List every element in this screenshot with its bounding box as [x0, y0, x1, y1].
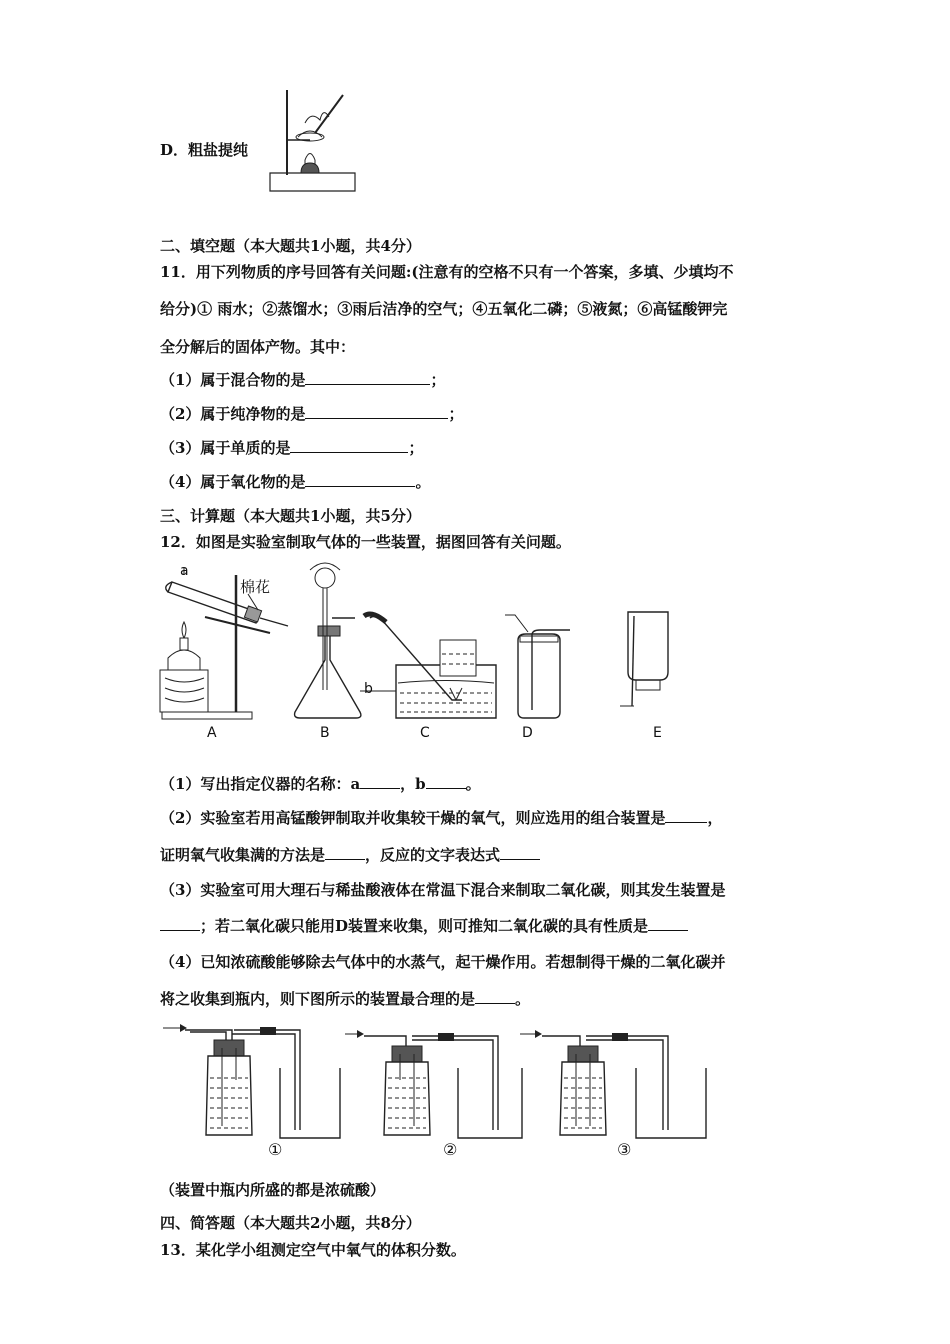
answer-blank[interactable] [305, 404, 448, 419]
apparatus-e [620, 612, 668, 706]
section3-heading: 三、计算题（本大题共1小题，共5分） [160, 507, 421, 525]
answer-blank[interactable] [665, 808, 707, 823]
apparatus-c [360, 614, 496, 718]
answer-blank[interactable] [305, 370, 430, 385]
q11-line-2: 给分)① 雨水；②蒸馏水；③雨后洁净的空气；④五氧化二磷；⑤液氮；⑥高锰酸钾完 [160, 300, 728, 318]
q12-line-4: （3）实验室可用大理石与稀盐酸液体在常温下混合来制取二氧化碳，则其发生装置是 [160, 881, 726, 899]
figure-label-cotton: 棉花 [240, 578, 271, 596]
q12-line-5: ；若二氧化碳只能用D装置来收集，则可推知二氧化碳的具有性质是 [160, 916, 688, 936]
answer-blank[interactable] [305, 472, 415, 487]
drying-setup-figure [160, 1020, 720, 1145]
q11-line-3: 全分解后的固体产物。其中： [160, 338, 356, 356]
drying-setup-1 [163, 1024, 340, 1138]
answer-blank[interactable] [426, 774, 466, 789]
figure-label-b: B [320, 725, 330, 741]
figure-label-c: C [420, 725, 430, 741]
figure-label-e: E [653, 725, 662, 741]
figure-label-d: D [522, 725, 533, 741]
drying-setup-2 [345, 1030, 522, 1138]
q11-part-4: （4）属于氧化物的是 。 [160, 473, 431, 491]
apparatus-b [295, 563, 361, 718]
section2-heading: 二、填空题（本大题共1小题，共4分） [160, 237, 421, 255]
answer-blank[interactable] [290, 438, 408, 453]
answer-blank[interactable] [648, 916, 688, 931]
figure-label-a: A [207, 725, 217, 741]
option-d-label: D．粗盐提纯 [160, 141, 249, 159]
section4-heading: 四、简答题（本大题共2小题，共8分） [160, 1214, 421, 1232]
q12-line-2: （2）实验室若用高锰酸钾制取并收集较干燥的氧气，则应选用的组合装置是 ， [160, 809, 723, 827]
q12-line-3: 证明氧气收集满的方法是 ，反应的文字表达式 [160, 845, 540, 865]
q11-line-1: 11．用下列物质的序号回答有关问题:(注意有的空格不只有一个答案，多填、少填均不 [160, 263, 734, 281]
apparatus-note: （装置中瓶内所盛的都是浓硫酸） [160, 1181, 386, 1199]
setup-label-2: ② [443, 1140, 458, 1159]
drying-setup-3 [520, 1030, 706, 1138]
setup-label-1: ① [268, 1140, 283, 1159]
answer-blank[interactable] [325, 845, 365, 860]
answer-blank[interactable] [475, 989, 515, 1004]
figure-label-a-annotation: a [180, 563, 189, 579]
setup-label-3: ③ [617, 1140, 632, 1159]
q11-part-1: （1）属于混合物的是 ； [160, 371, 446, 389]
apparatus-d [505, 615, 570, 718]
q12-line-1: （1）写出指定仪器的名称：a ，b 。 [160, 775, 481, 793]
q12-intro: 12．如图是实验室制取气体的一些装置，据图回答有关问题。 [160, 533, 571, 551]
evaporation-apparatus-figure [265, 85, 360, 195]
q11-part-2: （2）属于纯净物的是 ； [160, 405, 464, 423]
q11-part-3: （3）属于单质的是 ； [160, 439, 424, 457]
q12-line-6: （4）已知浓硫酸能够除去气体中的水蒸气，起干燥作用。若想制得干燥的二氧化碳并 [160, 953, 726, 971]
answer-blank[interactable] [500, 845, 540, 860]
answer-blank[interactable] [360, 774, 400, 789]
q12-line-7: 将之收集到瓶内，则下图所示的装置最合理的是 。 [160, 990, 531, 1008]
q13-text: 13．某化学小组测定空气中氧气的体积分数。 [160, 1241, 466, 1259]
figure-label-b-annotation: b [364, 681, 373, 697]
answer-blank[interactable] [160, 916, 200, 931]
